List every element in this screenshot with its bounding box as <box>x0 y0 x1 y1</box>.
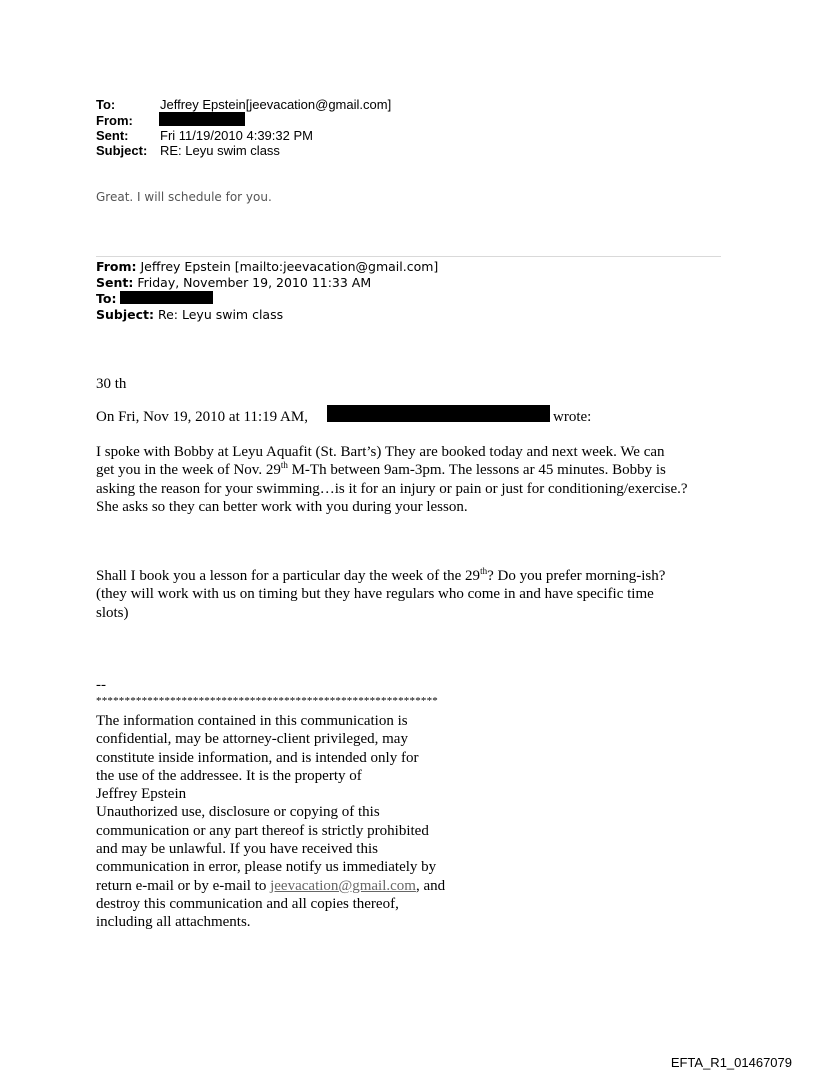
sent-value: Fri 11/19/2010 4:39:32 PM <box>160 128 313 143</box>
disclaimer-line: the use of the addressee. It is the property of <box>96 767 362 784</box>
quoted-subject-line <box>96 307 283 323</box>
text-line: asking the reason for your swimming…is it for an injury or pain or just for conditioning/exercise.? <box>96 480 688 497</box>
signature-stars: ************************************************************ <box>96 695 438 707</box>
text-line <box>96 567 665 585</box>
quoted-subject-label: Subject: <box>96 307 154 322</box>
wrote-prefix: On Fri, Nov 19, 2010 at 11:19 AM, <box>96 409 308 425</box>
text-span: ? Do you prefer morning-ish? <box>487 568 666 584</box>
disclaimer-line: confidential, may be attorney-client privileged, may <box>96 731 408 748</box>
disclaimer-line: communication in error, please notify us immediately by <box>96 859 437 876</box>
text-span: , and <box>415 877 446 894</box>
quoted-from-label: From: <box>96 259 137 274</box>
paragraph-2 <box>96 567 665 622</box>
text-line: I spoke with Bobby at Leyu Aquafit (St. Bart’s) They are booked today and next week. We can <box>96 444 665 460</box>
wrote-suffix: wrote: <box>553 409 592 425</box>
redaction-bar <box>120 291 213 304</box>
disclaimer-line: communication or any part thereof is strictly prohibited <box>96 822 429 839</box>
message-line: 30 th <box>96 376 127 392</box>
paragraph-1 <box>96 443 688 516</box>
redaction-bar <box>327 405 550 422</box>
sent-label: Sent: <box>96 128 129 143</box>
quoted-to-label: To: <box>96 291 117 306</box>
quoted-from-value: Jeffrey Epstein [mailto:jeevacation@gmail.com] <box>140 259 439 274</box>
disclaimer-line: The information contained in this communication is <box>96 713 408 729</box>
subject-label: Subject: <box>96 143 148 158</box>
text-line: slots) <box>96 604 129 621</box>
text-span: return e-mail or by e-mail to <box>96 877 271 894</box>
quoted-from-line <box>96 259 438 275</box>
reply-text: Great. I will schedule for you. <box>96 190 272 204</box>
text-span: M-Th between 9am-3pm. The lessons ar 45 minutes. Bobby is <box>287 462 666 479</box>
disclaimer-line: constitute inside information, and is intended only for <box>96 749 419 766</box>
superscript: th <box>280 460 288 471</box>
disclaimer-line <box>96 877 445 895</box>
text-line: (they will work with us on timing but they have regulars who come in and have specific time <box>96 586 654 603</box>
disclaimer-line: including all attachments. <box>96 914 251 931</box>
text-line <box>96 461 688 479</box>
to-label: To: <box>96 97 116 112</box>
quoted-sent-label: Sent: <box>96 275 134 290</box>
signature-dashes: -- <box>96 677 106 693</box>
subject-value: RE: Leyu swim class <box>160 143 280 158</box>
superscript: th <box>480 566 488 576</box>
text-span: Shall I book you a lesson for a particular day the week of the 29 <box>96 568 481 584</box>
disclaimer-line: and may be unlawful. If you have received this <box>96 841 378 858</box>
document-id: EFTA_R1_01467079 <box>670 1055 792 1070</box>
from-label: From: <box>96 113 133 128</box>
disclaimer-line: Jeffrey Epstein <box>96 786 187 803</box>
to-value: Jeffrey Epstein[jeevacation@gmail.com] <box>160 97 392 112</box>
disclaimer-line: destroy this communication and all copies thereof, <box>96 895 399 912</box>
quoted-sent-value: Friday, November 19, 2010 11:33 AM <box>137 275 372 290</box>
quoted-to-line <box>96 291 116 307</box>
email-link[interactable]: jeevacation@gmail.com <box>270 877 416 894</box>
redaction-bar <box>159 112 245 126</box>
quoted-subject-value: Re: Leyu swim class <box>157 307 284 322</box>
divider <box>96 256 721 257</box>
text-line: She asks so they can better work with you during your lesson. <box>96 498 468 515</box>
disclaimer-line: Unauthorized use, disclosure or copying of this <box>96 804 380 821</box>
disclaimer <box>96 712 445 932</box>
quoted-sent-line <box>96 275 371 291</box>
text-span: get you in the week of Nov. 29 <box>96 462 281 479</box>
